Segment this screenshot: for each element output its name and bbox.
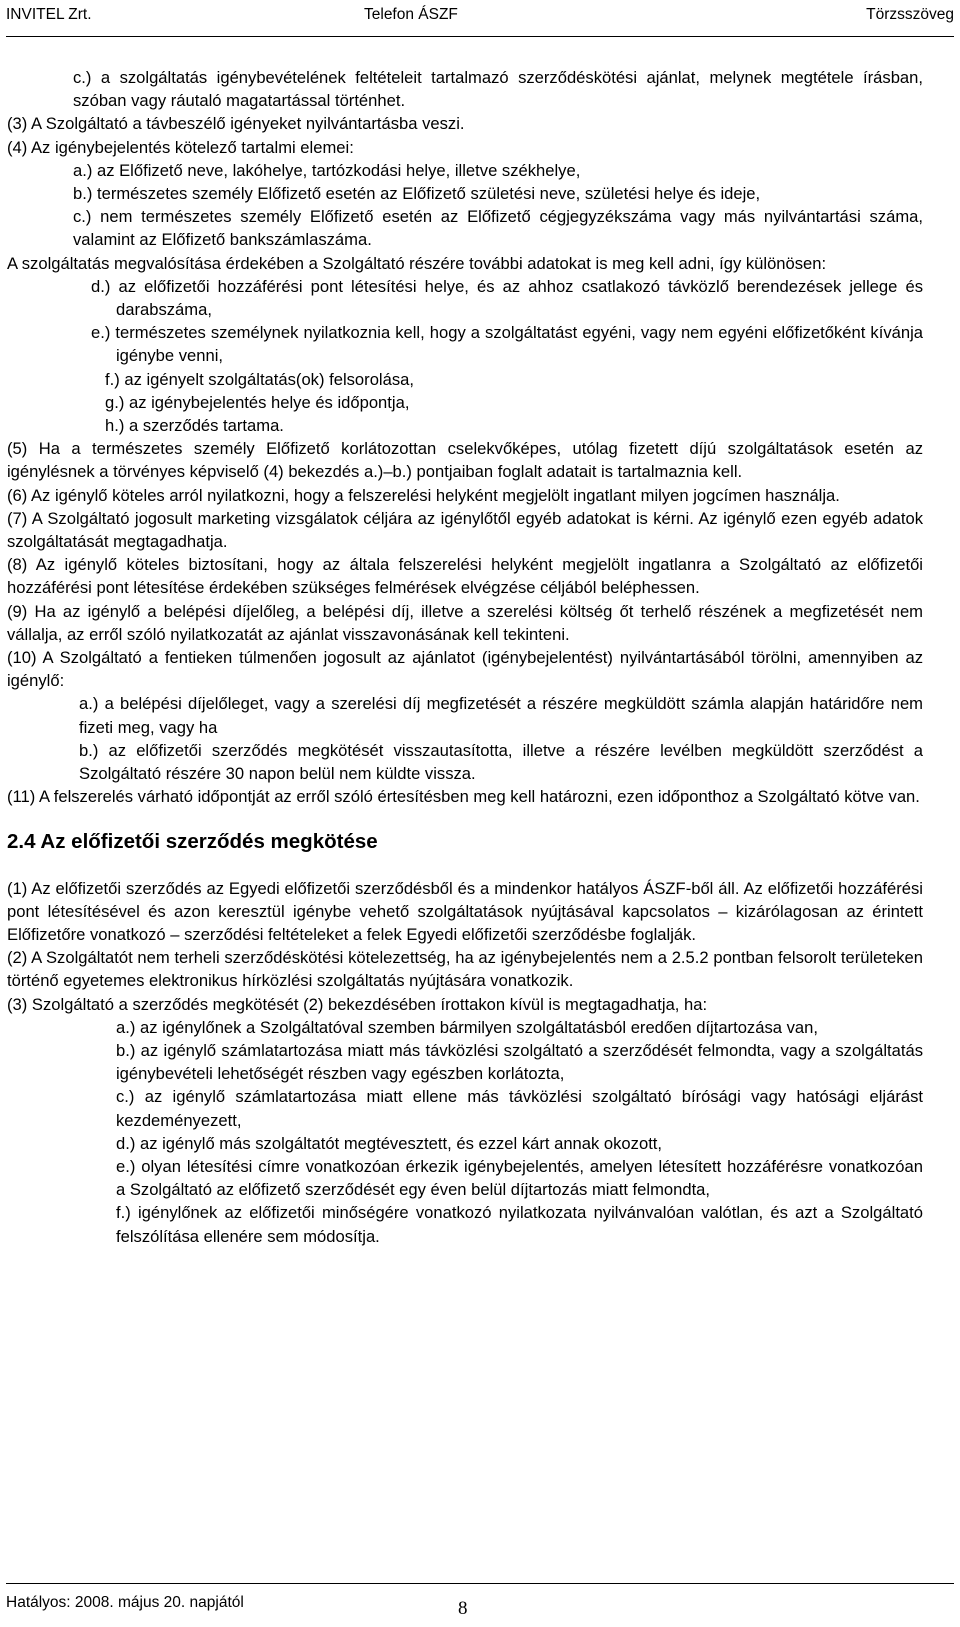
paragraph-4-item-b: b.) természetes személy Előfizető esetén az Előfizető születési neve, születési helye és ideje, xyxy=(73,184,761,204)
paragraph-7: (7) A Szolgáltató jogosult marketing vizsgálatok céljára az igénylőtől egyéb adatokat is kérni. Az igénylő ezen egyéb adatok szolgáltatását megtagadhatja. xyxy=(7,508,923,552)
paragraph-11: (11) A felszerelés várható időpontját az erről szóló értesítésben meg kell határozni, ezen időponthoz a Szolgáltató kötve van. xyxy=(7,787,920,807)
paragraph-6: (6) Az igénylő köteles arról nyilatkozni, hogy a felszerelési helyként megjelölt ingatlant milyen jogcímen használja. xyxy=(7,485,840,505)
section-3-item-c: c.) az igénylő számlatartozása miatt ellene más távközlési szolgáltató bírósági vagy hatósági eljárást kezdeményezett, xyxy=(116,1087,923,1130)
section-paragraph-2: (2) A Szolgáltatót nem terheli szerződéskötési kötelezettség, ha az igénybejelentés nem a 2.5.2 pontban felsorolt területeken történő egyetemes elektronikus hírközlési szolgáltatás nyújtására vonatkozik. xyxy=(7,948,923,991)
page-footer xyxy=(6,1583,954,1627)
document-body xyxy=(7,66,923,1248)
section-title: 2.4 Az előfizetői szerződés megkötése xyxy=(7,829,378,853)
section-3-item-e: e.) olyan létesítési címre vonatkozóan érkezik igénybejelentés, amelyen létesített hozzáférésre vonatkozóan a Szolgáltató az előfizető szerződését egy éven belül díjtartozás miatt felmondta, xyxy=(116,1156,923,1200)
paragraph-further-data: A szolgáltatás megvalósítása érdekében a Szolgáltató részére további adatokat is meg kell adni, így különösen: xyxy=(7,253,827,273)
header-document-type: Telefon ÁSZF xyxy=(364,6,458,23)
further-item-d: d.) az előfizetői hozzáférési pont létesítési helye, és az ahhoz csatlakozó távközlő berendezések jellege és darabszáma, xyxy=(91,276,923,320)
further-item-e: e.) természetes személynek nyilatkoznia kell, hogy a szolgáltatást egyéni, vagy nem egyéni előfizetőként kívánja igénybe venni, xyxy=(91,323,923,366)
section-3-item-f: f.) igénylőnek az előfizetői minőségére vonatkozó nyilatkozata nyilvánvalóan valótlan, és azt a Szolgáltató felszólítása ellenére sem módosítja. xyxy=(116,1203,923,1246)
paragraph-9: (9) Ha az igénylő a belépési díjelőleg, a belépési díj, illetve a szerelési költség őt terhelő részének a megfizetését nem vállalja, az erről szóló nyilatkozatát az ajánlat visszavonásának kell tekinteni. xyxy=(7,601,923,644)
paragraph-4-item-c: c.) nem természetes személy Előfizető esetén az Előfizető cégjegyzékszáma vagy más nyilvántartási száma, valamint az Előfizető bankszámlaszáma. xyxy=(73,207,923,250)
page-number: 8 xyxy=(458,1598,468,1619)
paragraph-3: (3) A Szolgáltató a távbeszélő igényeket nyilvántartásba veszi. xyxy=(7,114,465,134)
section-paragraph-1: (1) Az előfizetői szerződés az Egyedi előfizetői szerződésből és a mindenkor hatályos ÁSZF-ből áll. Az előfizetői hozzáférési pont létesítésével és azon keresztül igénybe vehető szolgáltatások nyújtásával kapcsolatos – kizárólagosan az érintett Előfizetőre vonatkozó – szerződési feltételeket a felek Egyedi előfizetői szerződésbe foglalják. xyxy=(7,878,923,944)
paragraph-10-item-a: a.) a belépési díjelőleget, vagy a szerelési díj megfizetését a részére megküldött számla alapján határidőre nem fizeti meg, vagy ha xyxy=(79,694,923,737)
header-company: INVITEL Zrt. xyxy=(6,6,92,23)
further-item-f: f.) az igényelt szolgáltatás(ok) felsorolása, xyxy=(105,369,414,389)
paragraph-10-item-b: b.) az előfizetői szerződés megkötését visszautasította, illetve a részére levélben megküldött szerződést a Szolgáltató részére 30 napon belül nem küldte vissza. xyxy=(79,740,923,784)
paragraph-5: (5) Ha a természetes személy Előfizető korlátozottan cselekvőképes, utólag fizetett díjú szolgáltatások esetén az igénylésnek a törvényes képviselő (4) bekezdés a.)–b.) pontjaiban foglalt adatait is tartalmaznia kell. xyxy=(7,439,923,482)
section-3-item-a: a.) az igénylőnek a Szolgáltatóval szemben bármilyen szolgáltatásból eredően díjtartozása van, xyxy=(116,1017,818,1037)
header-part: Törzsszöveg xyxy=(866,6,954,23)
section-paragraph-3: (3) Szolgáltató a szerződés megkötését (2) bekezdésében írottakon kívül is megtagadhatja, ha: xyxy=(7,994,708,1014)
paragraph-4: (4) Az igénybejelentés kötelező tartalmi elemei: xyxy=(7,137,354,157)
paragraph-offer-item-c: c.) a szolgáltatás igénybevételének feltételeit tartalmazó szerződéskötési ajánlat, melynek megtétele írásban, szóban vagy ráutaló magatartással történhet. xyxy=(73,68,923,111)
footer-validity: Hatályos: 2008. május 20. napjától xyxy=(6,1594,244,1611)
paragraph-4-item-a: a.) az Előfizető neve, lakóhelye, tartózkodási helye, illetve székhelye, xyxy=(73,160,581,180)
further-item-h: h.) a szerződés tartama. xyxy=(105,416,284,436)
section-3-item-b: b.) az igénylő számlatartozása miatt más távközlési szolgáltató a szerződését felmondta, vagy a szolgáltatás igénybevételi lehetőségét részben vagy egészben korlátozta, xyxy=(116,1040,923,1084)
paragraph-8: (8) Az igénylő köteles biztosítani, hogy az általa felszerelési helyként megjelölt ingatlanra a Szolgáltató az előfizetői hozzáférési pont létesítése érdekében szükséges felmérések elvégzése céljából beléphessen. xyxy=(7,555,923,598)
further-item-g: g.) az igénybejelentés helye és időpontja, xyxy=(105,392,410,412)
paragraph-10: (10) A Szolgáltató a fentieken túlmenően jogosult az ajánlatot (igénybejelentést) nyilvántartásából törölni, amennyiben az igénylő: xyxy=(7,648,923,691)
section-3-item-d: d.) az igénylő más szolgáltatót megtévesztett, és ezzel kárt annak okozott, xyxy=(116,1133,663,1153)
page-header xyxy=(6,0,954,37)
